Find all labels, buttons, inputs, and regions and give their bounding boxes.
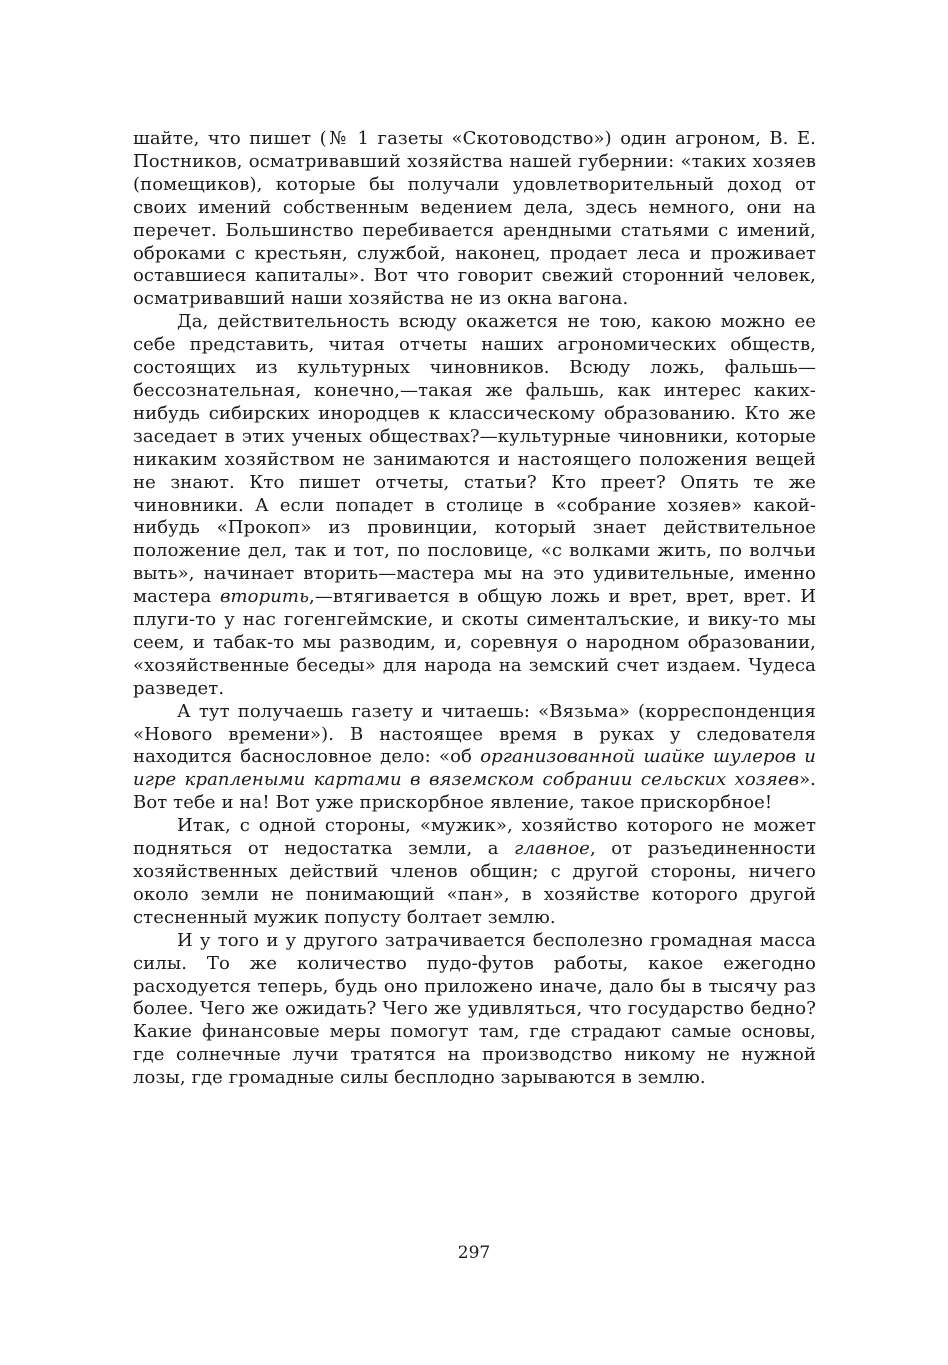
page-body [133,128,816,1090]
paragraph-text: А тут получаешь газету и читаешь: «Вязьма» (корреспонденция «Нового времени»). В настоящее время в руках у следователя находится баснословное дело: «об [133,700,816,768]
paragraph [133,311,816,700]
paragraph [133,815,816,930]
paragraph-text: Итак, с одной стороны, «мужик», хозяйство которого не может подняться от недостатка земли, а [133,815,816,860]
italic-text: организованной шайке шулеров и игре краплеными картами в вяземском собрании сельских хозяев [133,746,816,791]
paragraph [133,930,816,1090]
italic-text: главное [514,838,590,860]
paragraph-text: И у того и у другого затрачивается бесполезно громадная масса силы. То же количество пудо-футов работы, какое ежегодно расходуется теперь, будь оно приложено иначе, дало бы в тысячу раз более. Чего же ожидать? Чего же удивляться, что государство бедно? Какие финансовые меры помогут там, где страдают самые основы, где солнечные лучи тратятся на производство никому не нужной лозы, где громадные силы бесплодно зарываются в землю. [133,929,816,1089]
paragraph-text: ». Вот тебе и на! Вот уже прискорбное явление, такое прискорбное! [133,769,816,814]
paragraph-text: Да, действительность всюду окажется не тою, какою можно ее себе представить, читая отчеты наших агрономических обществ, состоящих из культурных чиновников. Всюду ложь, фальшь—бессознательная, конечно,—такая же фальшь, как интерес каких-нибудь сибирских инородцев к классическому образованию. Кто же заседает в этих ученых обществах?—культурные чиновники, которые никаким хозяйством не занимаются и настоящего положения вещей не знают. Кто пишет отчеты, статьи? Кто преет? Опять те же чиновники. А если попадет в столице в «собрание хозяев» какой-нибудь «Прокоп» из провинции, который знает действительное положение дел, так и тот, по пословице, «с волками жить, по волчьи выть», начинает вторить—мастера мы на это удивительные, именно мастера [133,311,816,608]
paragraph-text: шайте, что пишет (№ 1 газеты «Скотоводство») один агроном, В. Е. Постников, осматривавший хозяйства нашей губернии: «таких хозяев (помещиков), которые бы получали удовлетворительный доход от своих имений собственным ведением дела, здесь немного, они на перечет. Большинство перебивается арендными статьями с имений, оброками с крестьян, службой, наконец, продает леса и проживает оставшиеся капиталы». Вот что говорит свежий сторонний человек, осматривавший наши хозяйства не из окна вагона. [133,128,816,310]
paragraph-text: , от разъединенности хозяйственных действий членов общин; с другой стороны, ничего около земли не понимающий «пан», в хозяйстве которого другой стесненный мужик попусту болтает землю. [133,838,816,928]
page-number: 297 [457,1243,491,1263]
paragraph [133,128,816,311]
paragraph-text: ,—втягивается в общую ложь и врет, врет, врет. И плуги-то у нас гогенгеймские, и скоты сименталъские, и вику-то мы сеем, и табак-то мы разводим, и, соревнуя о народном образовании, «хозяйственные беседы» для народа на земский счет издаем. Чудеса разведет. [133,586,816,699]
paragraph [133,701,816,816]
italic-text: вторить [219,586,310,608]
